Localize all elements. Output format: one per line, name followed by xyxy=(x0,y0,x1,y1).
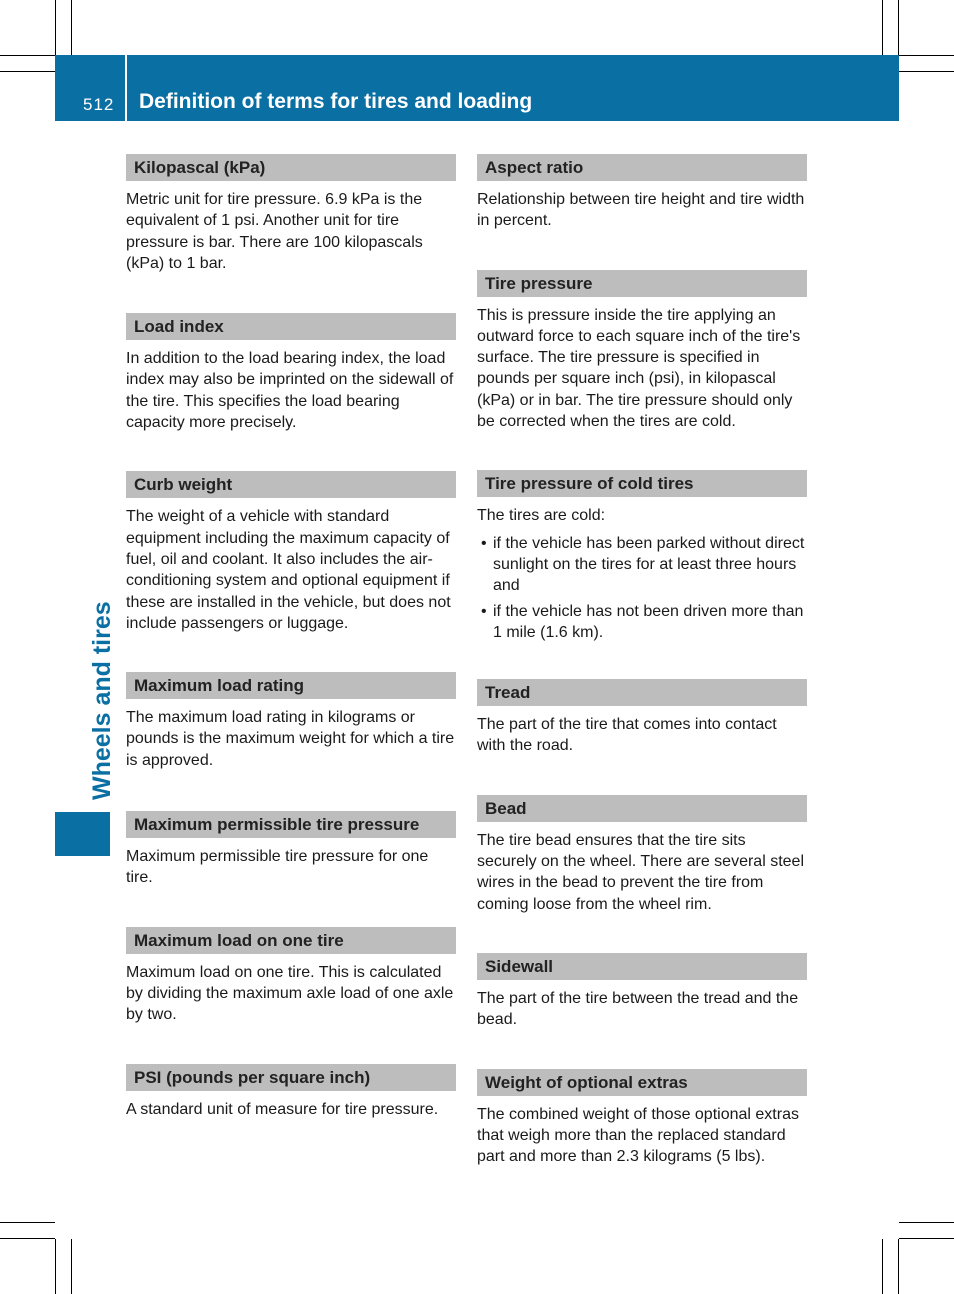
crop-mark xyxy=(55,0,56,55)
bullet-list xyxy=(477,533,807,643)
section-body: The maximum load rating in kilograms or pounds is the maximum weight for which a tire is approved. xyxy=(126,709,455,769)
section-tread xyxy=(477,679,807,757)
section-sidewall xyxy=(477,953,807,1031)
section-heading: Load index xyxy=(126,313,456,340)
section-heading: Maximum permissible tire pressure xyxy=(126,811,456,838)
left-column xyxy=(126,154,456,1120)
crop-mark xyxy=(0,71,55,72)
section-body: The combined weight of those optional extras that weigh more than the replaced standard part and more than 2.3 kilograms (5 lbs). xyxy=(477,1105,799,1166)
list-item: • if the vehicle has been parked without direct sunlight on the tires for at least three hours and xyxy=(477,533,807,597)
section-heading: Maximum load on one tire xyxy=(126,927,456,954)
section-heading: Aspect ratio xyxy=(477,154,807,181)
section-body: This is pressure inside the tire applying an outward force to each square inch of the tire's surface. The tire pressure is specified in pounds per square inch (psi), in kilopascal (kPa) or in bar. The tire pressure should only be corrected when the tires are cold. xyxy=(477,306,801,431)
section-body: The weight of a vehicle with standard equipment including the maximum capacity of fuel, oil and coolant. It also includes the air-conditioning system and optional equipment if these are installed in the vehicle, but does not include passengers or luggage. xyxy=(126,508,451,632)
crop-mark xyxy=(71,0,72,55)
crop-mark xyxy=(0,1238,55,1239)
header-divider xyxy=(125,55,127,121)
crop-mark xyxy=(899,71,954,72)
page-title: Definition of terms for tires and loading xyxy=(139,90,533,113)
section-aspect-ratio xyxy=(477,154,807,232)
crop-mark xyxy=(882,1239,883,1294)
section-heading: Curb weight xyxy=(126,471,456,498)
section-body: Relationship between tire height and tire width in percent. xyxy=(477,191,805,230)
section-heading: Tread xyxy=(477,679,807,706)
section-psi xyxy=(126,1064,456,1120)
section-body: The tires are cold: xyxy=(477,507,606,525)
section-heading: Bead xyxy=(477,795,807,822)
crop-mark xyxy=(899,1238,954,1239)
list-item: • if the vehicle has not been driven more than 1 mile (1.6 km). xyxy=(477,601,807,644)
side-tab-block xyxy=(55,812,110,856)
section-maximum-load-rating xyxy=(126,672,456,771)
section-body: The tire bead ensures that the tire sits securely on the wheel. There are several steel wires in the bead to prevent the tire from coming loose from the wheel rim. xyxy=(477,831,804,913)
section-heading: Tire pressure of cold tires xyxy=(477,470,807,497)
section-heading: Tire pressure xyxy=(477,270,807,297)
section-heading: Sidewall xyxy=(477,953,807,980)
section-weight-optional-extras xyxy=(477,1069,807,1168)
section-maximum-load-on-one-tire xyxy=(126,927,456,1026)
section-body: In addition to the load bearing index, the load index may also be imprinted on the sidewall of the tire. This specifies the load bearing capacity more precisely. xyxy=(126,350,454,432)
crop-mark xyxy=(0,55,55,56)
section-maximum-permissible-tire-pressure xyxy=(126,811,456,889)
right-column xyxy=(477,154,807,1167)
section-body: The part of the tire that comes into contact with the road. xyxy=(477,716,777,755)
crop-mark xyxy=(71,1239,72,1294)
section-body: The part of the tire between the tread and the bead. xyxy=(477,989,799,1029)
crop-mark xyxy=(55,1239,56,1294)
crop-mark xyxy=(899,1222,954,1223)
section-tire-pressure-cold xyxy=(477,470,807,643)
section-body: Metric unit for tire pressure. 6.9 kPa is the equivalent of 1 psi. Another unit for tire pressure is bar. There are 100 kilopascals (kPa) to 1 bar. xyxy=(126,191,423,272)
section-kilopascal xyxy=(126,154,456,274)
crop-mark xyxy=(899,55,954,56)
page-number: 512 xyxy=(83,95,115,114)
section-heading: PSI (pounds per square inch) xyxy=(126,1064,456,1091)
section-heading: Kilopascal (kPa) xyxy=(126,154,456,181)
crop-mark xyxy=(882,0,883,55)
section-load-index xyxy=(126,313,456,433)
crop-mark xyxy=(898,1239,899,1294)
crop-mark xyxy=(898,0,899,55)
side-tab-label: Wheels and tires xyxy=(88,601,116,800)
page-header xyxy=(55,55,899,121)
section-curb-weight xyxy=(126,471,456,634)
crop-mark xyxy=(0,1222,55,1223)
section-bead xyxy=(477,795,807,915)
section-body: A standard unit of measure for tire pressure. xyxy=(126,1100,439,1118)
section-heading: Weight of optional extras xyxy=(477,1069,807,1096)
section-body: Maximum load on one tire. This is calculated by dividing the maximum axle load of one axle by two. xyxy=(126,963,454,1024)
section-body: Maximum permissible tire pressure for one tire. xyxy=(126,848,429,887)
section-heading: Maximum load rating xyxy=(126,672,456,699)
section-tire-pressure xyxy=(477,270,807,433)
